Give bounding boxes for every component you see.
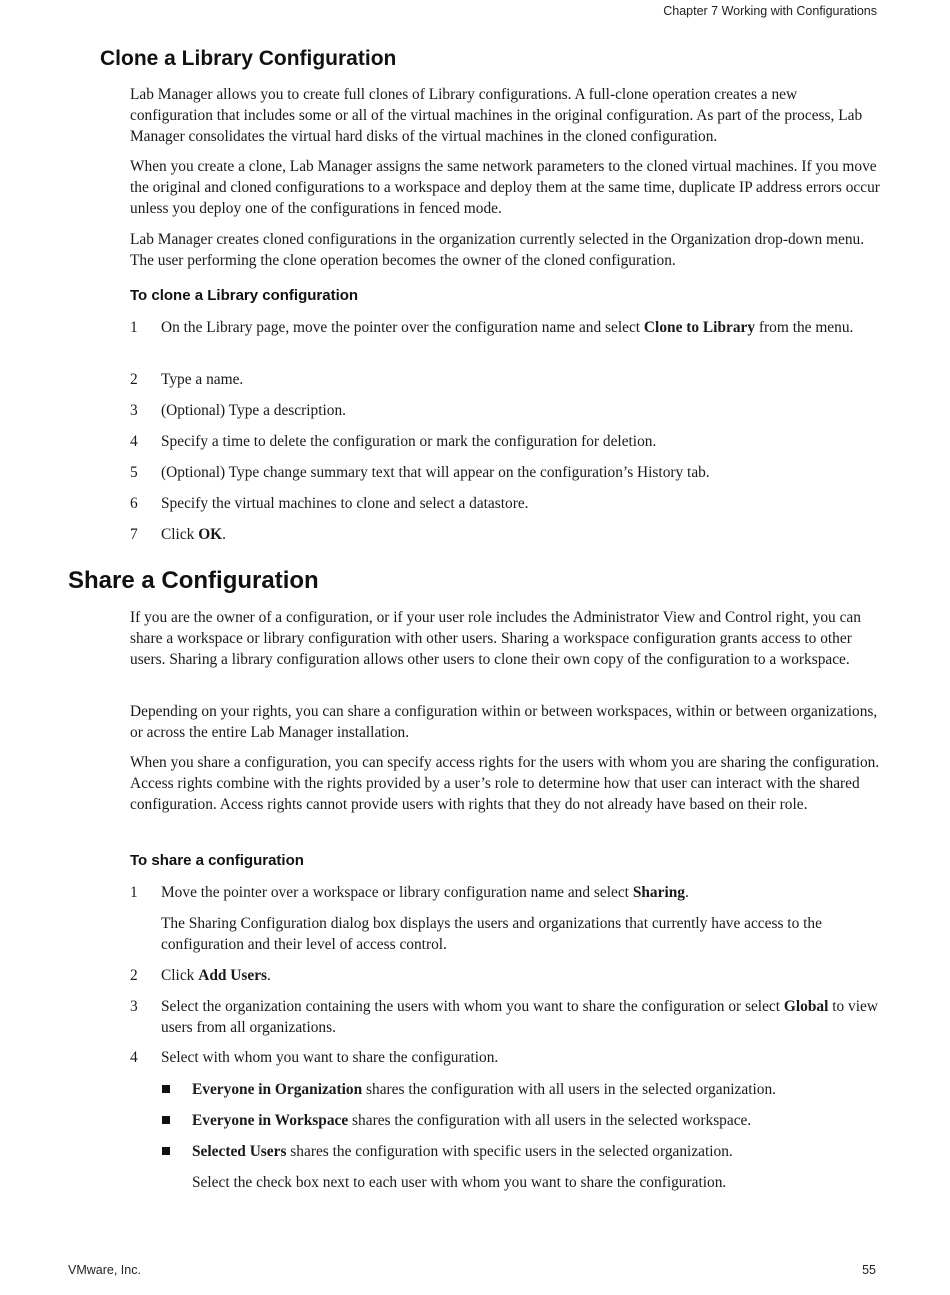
step-note: The Sharing Configuration dialog box displays the users and organizations that currently have access to the configuration and their level of access control. xyxy=(161,915,822,953)
step-number: 2 xyxy=(130,967,138,984)
bullet-item: Everyone in Organization shares the configuration with all users in the selected organization. xyxy=(192,1081,777,1098)
bullet-item: Everyone in Workspace shares the configuration with all users in the selected workspace. xyxy=(192,1112,752,1129)
step-text: On the Library page, move the pointer over the configuration name and select Clone to Library from the menu. xyxy=(161,319,854,336)
section-heading-share: Share a Configuration xyxy=(68,567,319,594)
step-text: (Optional) Type change summary text that will appear on the configuration’s History tab. xyxy=(161,464,710,481)
square-bullet-icon xyxy=(162,1147,170,1155)
step-number: 7 xyxy=(130,526,138,543)
paragraph: Lab Manager creates cloned configurations in the organization currently selected in the Organization drop-down menu. The user performing the clone operation becomes the owner of the cloned configuration. xyxy=(130,231,865,269)
step-text: Type a name. xyxy=(161,371,244,388)
paragraph: Lab Manager allows you to create full clones of Library configurations. A full-clone operation creates a new configuration that includes some or all of the virtual machines in the original configuration. As part of the process, Lab Manager consolidates the virtual hard disks of the virtual machines in the cloned configuration. xyxy=(130,86,863,145)
paragraph: When you create a clone, Lab Manager assigns the same network parameters to the cloned virtual machines. If you move the original and cloned configurations to a workspace and deploy them at the same time, duplicate IP address errors occur unless you deploy one of the configurations in fenced mode. xyxy=(130,158,880,217)
step-number: 5 xyxy=(130,464,138,481)
page-number: 55 xyxy=(862,1263,876,1277)
step-text: Select the organization containing the users with whom you want to share the configuration or select Global to view users from all organizations. xyxy=(161,998,878,1036)
step-text: Move the pointer over a workspace or library configuration name and select Sharing. xyxy=(161,884,689,901)
step-number: 4 xyxy=(130,433,138,450)
step-number: 4 xyxy=(130,1049,138,1066)
square-bullet-icon xyxy=(162,1085,170,1093)
step-text: Specify a time to delete the configuration or mark the configuration for deletion. xyxy=(161,433,657,450)
step-number: 2 xyxy=(130,371,138,388)
footer-company: VMware, Inc. xyxy=(68,1263,141,1277)
paragraph: If you are the owner of a configuration, or if your user role includes the Administrator View and Control right, you can share a workspace or library configuration with other users. Sharing a workspace configuration grants access to other users. Sharing a library configuration allows other users to clone their own copy of the configuration to a workspace. xyxy=(130,609,861,668)
step-number: 3 xyxy=(130,402,138,419)
step-number: 6 xyxy=(130,495,138,512)
bullet-note: Select the check box next to each user with whom you want to share the configuration. xyxy=(192,1174,727,1191)
paragraph: When you share a configuration, you can specify access rights for the users with whom you are sharing the configuration. Access rights combine with the rights provided by a user’s role to determine how that user can interact with the shared configuration. Access rights cannot provide users with rights that they do not already have based on their role. xyxy=(130,754,880,813)
procedure-title-share: To share a configuration xyxy=(130,852,304,869)
paragraph: Depending on your rights, you can share a configuration within or between workspaces, within or between organizations, or across the entire Lab Manager installation. xyxy=(130,703,878,741)
bullet-item: Selected Users shares the configuration with specific users in the selected organization. xyxy=(192,1143,733,1160)
step-text: Select with whom you want to share the configuration. xyxy=(161,1049,499,1066)
step-text: Click Add Users. xyxy=(161,967,271,984)
procedure-title-clone: To clone a Library configuration xyxy=(130,287,359,304)
step-text: (Optional) Type a description. xyxy=(161,402,346,419)
step-text: Specify the virtual machines to clone and select a datastore. xyxy=(161,495,529,512)
square-bullet-icon xyxy=(162,1116,170,1124)
step-number: 1 xyxy=(130,884,138,901)
step-text: Click OK. xyxy=(161,526,227,543)
running-head: Chapter 7 Working with Configurations xyxy=(663,4,877,18)
step-number: 1 xyxy=(130,319,138,336)
section-heading-clone: Clone a Library Configuration xyxy=(100,47,397,70)
step-number: 3 xyxy=(130,998,138,1015)
